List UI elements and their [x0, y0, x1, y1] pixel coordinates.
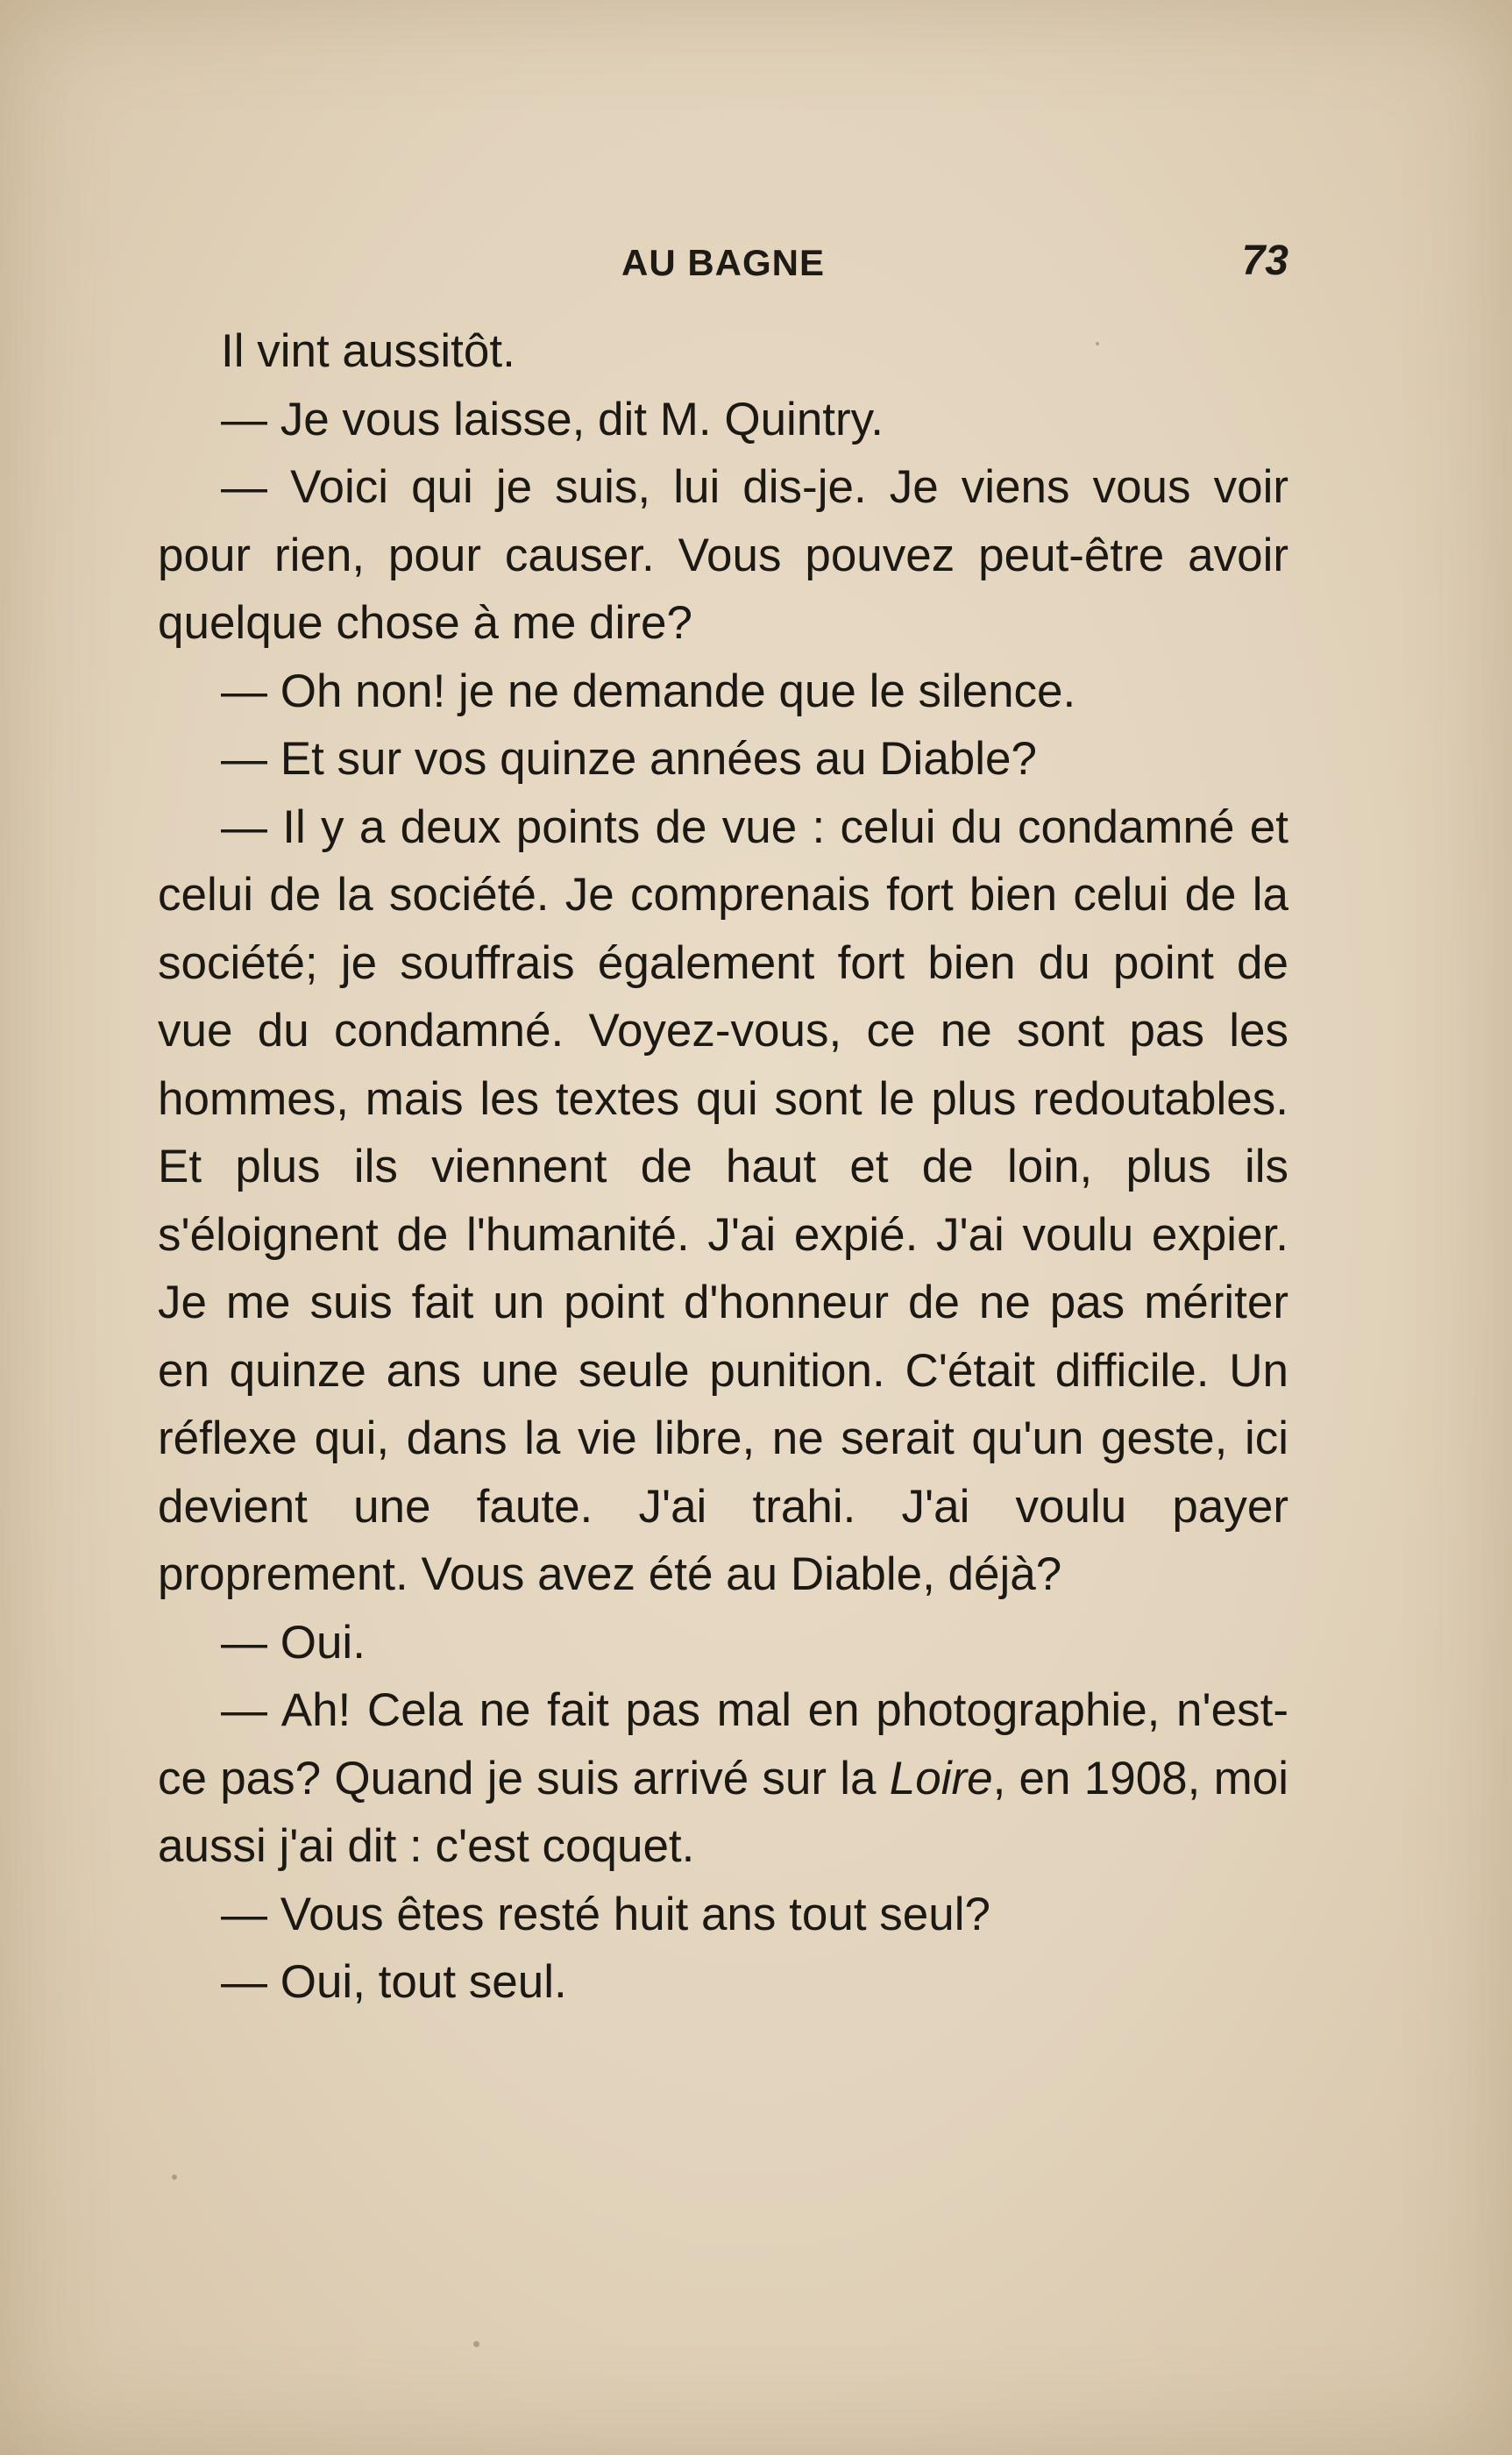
page-number: 73	[1241, 238, 1288, 284]
dialogue-line: — Vous êtes resté huit ans tout seul?	[221, 1888, 990, 1940]
dialogue-line: — Voici qui je suis, lui dis-je. Je viens vous voir pour rien, pour causer. Vous pouvez peut-être avoir quelque chose à me dire?	[158, 461, 1288, 649]
body-text	[158, 317, 1288, 2017]
dialogue-line: — Oh non! je ne demande que le silence.	[221, 665, 1076, 717]
paragraph: Il vint aussitôt.	[221, 325, 515, 377]
page-header	[158, 237, 1288, 298]
ship-name: Loire	[889, 1752, 993, 1804]
running-head: AU BAGNE	[621, 242, 825, 283]
paper-speck	[473, 2341, 479, 2347]
dialogue-line: — Oui, tout seul.	[221, 1956, 567, 2008]
dialogue-line: — Je vous laisse, dit M. Quintry.	[221, 393, 884, 445]
dialogue-line	[158, 1676, 1288, 1881]
dialogue-line: — Il y a deux points de vue : celui du condamné et celui de la société. Je comprenais fort bien celui de la société; je souffrais également fort bien du point de vue du condamné. Voyez-vous, ce ne sont pas les hommes, mais les textes qui sont le plus redoutables. Et plus ils viennent de haut et de loin, plus ils s'éloignent de l'humanité. J'ai expié. J'ai voulu expier. Je me suis fait un point d'honneur de ne pas mériter en quinze ans une seule punition. C'était difficile. Un réflexe qui, dans la vie libre, ne serait qu'un geste, ici devient une faute. J'ai trahi. J'ai voulu payer proprement. Vous avez été au Diable, déjà?	[158, 801, 1288, 1600]
dialogue-line: — Oui.	[221, 1616, 366, 1669]
paper-speck	[1096, 342, 1099, 345]
paper-speck	[172, 2174, 177, 2180]
dialogue-line: — Et sur vos quinze années au Diable?	[221, 733, 1037, 785]
dialogue-text: , en 1908, moi aussi j'ai dit : c'est coquet.	[158, 1752, 1288, 1872]
dialogue-text: — Ah! Cela ne fait pas mal en photographie, n'est-ce pas? Quand je suis arrivé sur la	[158, 1684, 1288, 1804]
